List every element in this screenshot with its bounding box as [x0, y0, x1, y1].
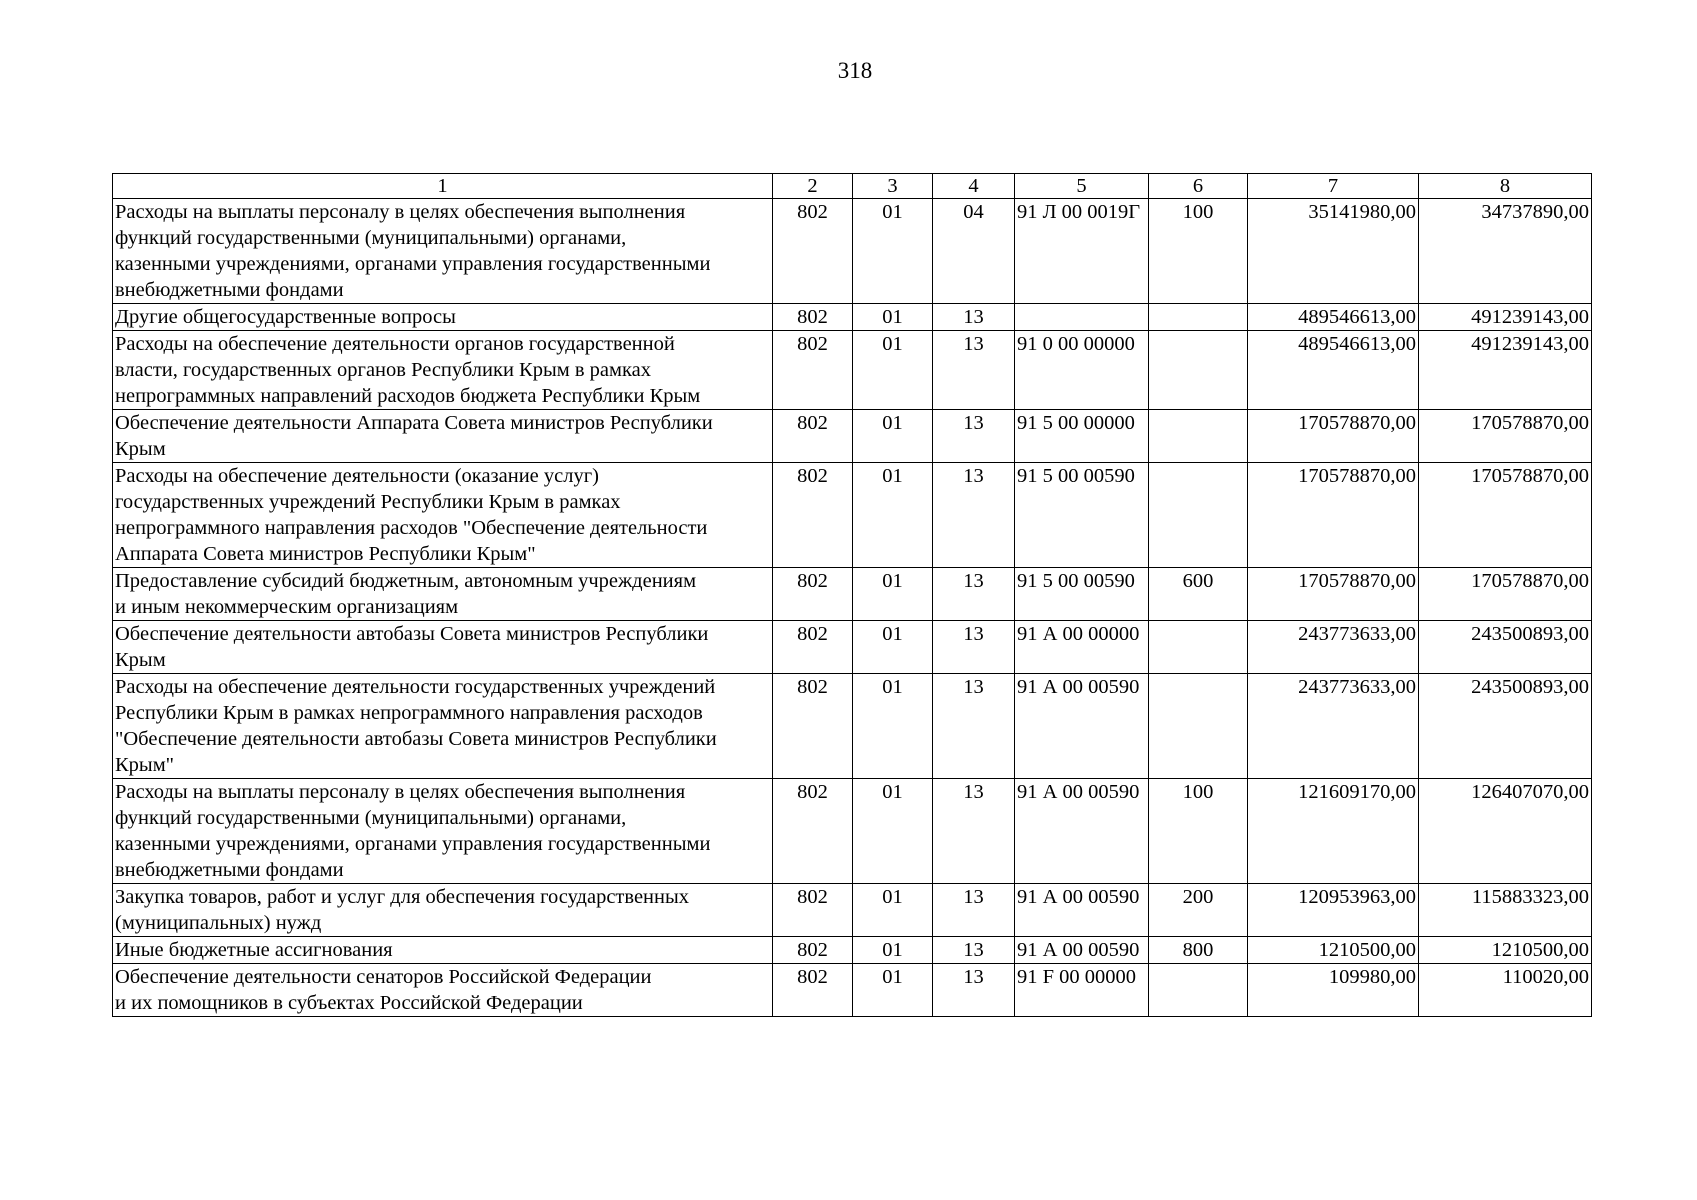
- department-code-cell: 802: [773, 779, 853, 884]
- target-article-cell: 91 5 00 00000: [1015, 410, 1149, 463]
- table-row: [113, 199, 1592, 304]
- column-header: 4: [933, 174, 1015, 199]
- amount-year1-cell: 170578870,00: [1248, 410, 1419, 463]
- expense-name-cell: Закупка товаров, работ и услуг для обеспечения государственных (муниципальных) нужд: [113, 884, 773, 937]
- expense-name-cell: Расходы на выплаты персоналу в целях обеспечения выполнения функций государственными (муниципальными) органами, казенными учреждениями, органами управления государственными внебюджетными фондами: [113, 199, 773, 304]
- amount-year1-cell: 1210500,00: [1248, 937, 1419, 964]
- expense-name-cell: Расходы на обеспечение деятельности (оказание услуг) государственных учреждений Республики Крым в рамках непрограммного направления расходов "Обеспечение деятельности Аппарата Совета министров Республики Крым": [113, 463, 773, 568]
- expense-name-cell: Обеспечение деятельности Аппарата Совета министров Республики Крым: [113, 410, 773, 463]
- section-code-cell: 01: [853, 568, 933, 621]
- expense-type-cell: 800: [1149, 937, 1248, 964]
- target-article-cell: 91 5 00 00590: [1015, 568, 1149, 621]
- department-code-cell: 802: [773, 304, 853, 331]
- subsection-code-cell: 13: [933, 674, 1015, 779]
- expense-name-cell: Расходы на выплаты персоналу в целях обеспечения выполнения функций государственными (муниципальными) органами, казенными учреждениями, органами управления государственными внебюджетными фондами: [113, 779, 773, 884]
- section-code-cell: 01: [853, 674, 933, 779]
- column-header: 5: [1015, 174, 1149, 199]
- amount-year2-cell: 115883323,00: [1419, 884, 1592, 937]
- expense-name-cell: Иные бюджетные ассигнования: [113, 937, 773, 964]
- expense-name-cell: Другие общегосударственные вопросы: [113, 304, 773, 331]
- department-code-cell: 802: [773, 621, 853, 674]
- page-number: 318: [837, 58, 873, 83]
- section-code-cell: 01: [853, 199, 933, 304]
- amount-year1-cell: 35141980,00: [1248, 199, 1419, 304]
- expense-type-cell: [1149, 304, 1248, 331]
- expense-type-cell: [1149, 674, 1248, 779]
- subsection-code-cell: 13: [933, 410, 1015, 463]
- subsection-code-cell: 13: [933, 621, 1015, 674]
- department-code-cell: 802: [773, 964, 853, 1017]
- table-row: [113, 964, 1592, 1017]
- amount-year1-cell: 489546613,00: [1248, 331, 1419, 410]
- subsection-code-cell: 13: [933, 884, 1015, 937]
- section-code-cell: 01: [853, 304, 933, 331]
- expense-name-cell: Расходы на обеспечение деятельности органов государственной власти, государственных органов Республики Крым в рамках непрограммных направлений расходов бюджета Республики Крым: [113, 331, 773, 410]
- expense-type-cell: [1149, 964, 1248, 1017]
- department-code-cell: 802: [773, 884, 853, 937]
- column-header: 1: [113, 174, 773, 199]
- section-code-cell: 01: [853, 884, 933, 937]
- table-row: [113, 410, 1592, 463]
- expense-name-cell: Обеспечение деятельности сенаторов Российской Федерации и их помощников в субъектах Российской Федерации: [113, 964, 773, 1017]
- expense-type-cell: [1149, 331, 1248, 410]
- target-article-cell: 91 А 00 00590: [1015, 779, 1149, 884]
- expense-type-cell: [1149, 463, 1248, 568]
- section-code-cell: 01: [853, 463, 933, 568]
- amount-year2-cell: 1210500,00: [1419, 937, 1592, 964]
- department-code-cell: 802: [773, 410, 853, 463]
- target-article-cell: 91 А 00 00590: [1015, 937, 1149, 964]
- amount-year1-cell: 109980,00: [1248, 964, 1419, 1017]
- column-header: 7: [1248, 174, 1419, 199]
- amount-year1-cell: 121609170,00: [1248, 779, 1419, 884]
- subsection-code-cell: 13: [933, 331, 1015, 410]
- table-row: [113, 937, 1592, 964]
- expense-name-cell: Предоставление субсидий бюджетным, автономным учреждениям и иным некоммерческим организациям: [113, 568, 773, 621]
- amount-year1-cell: 243773633,00: [1248, 674, 1419, 779]
- subsection-code-cell: 13: [933, 304, 1015, 331]
- table-row: [113, 674, 1592, 779]
- column-header: 8: [1419, 174, 1592, 199]
- target-article-cell: 91 0 00 00000: [1015, 331, 1149, 410]
- table-row: [113, 884, 1592, 937]
- table-row: [113, 779, 1592, 884]
- subsection-code-cell: 13: [933, 779, 1015, 884]
- expense-type-cell: [1149, 621, 1248, 674]
- subsection-code-cell: 13: [933, 964, 1015, 1017]
- table-row: [113, 463, 1592, 568]
- department-code-cell: 802: [773, 568, 853, 621]
- amount-year2-cell: 170578870,00: [1419, 568, 1592, 621]
- expense-type-cell: 200: [1149, 884, 1248, 937]
- department-code-cell: 802: [773, 331, 853, 410]
- amount-year1-cell: 243773633,00: [1248, 621, 1419, 674]
- amount-year2-cell: 491239143,00: [1419, 331, 1592, 410]
- section-code-cell: 01: [853, 779, 933, 884]
- amount-year2-cell: 243500893,00: [1419, 621, 1592, 674]
- table-row: [113, 568, 1592, 621]
- amount-year1-cell: 170578870,00: [1248, 463, 1419, 568]
- subsection-code-cell: 04: [933, 199, 1015, 304]
- amount-year2-cell: 126407070,00: [1419, 779, 1592, 884]
- amount-year1-cell: 170578870,00: [1248, 568, 1419, 621]
- target-article-cell: 91 А 00 00000: [1015, 621, 1149, 674]
- header-row: [113, 174, 1592, 199]
- table-row: [113, 621, 1592, 674]
- target-article-cell: 91 Л 00 0019Г: [1015, 199, 1149, 304]
- budget-table: [112, 173, 1592, 1017]
- amount-year2-cell: 34737890,00: [1419, 199, 1592, 304]
- section-code-cell: 01: [853, 410, 933, 463]
- amount-year2-cell: 491239143,00: [1419, 304, 1592, 331]
- section-code-cell: 01: [853, 621, 933, 674]
- expense-name-cell: Обеспечение деятельности автобазы Совета министров Республики Крым: [113, 621, 773, 674]
- target-article-cell: 91 5 00 00590: [1015, 463, 1149, 568]
- table-row: [113, 304, 1592, 331]
- column-header: 2: [773, 174, 853, 199]
- target-article-cell: 91 А 00 00590: [1015, 674, 1149, 779]
- expense-type-cell: 100: [1149, 199, 1248, 304]
- department-code-cell: 802: [773, 674, 853, 779]
- amount-year1-cell: 489546613,00: [1248, 304, 1419, 331]
- section-code-cell: 01: [853, 331, 933, 410]
- department-code-cell: 802: [773, 937, 853, 964]
- subsection-code-cell: 13: [933, 568, 1015, 621]
- column-header: 6: [1149, 174, 1248, 199]
- amount-year2-cell: 110020,00: [1419, 964, 1592, 1017]
- amount-year2-cell: 170578870,00: [1419, 463, 1592, 568]
- section-code-cell: 01: [853, 937, 933, 964]
- expense-name-cell: Расходы на обеспечение деятельности государственных учреждений Республики Крым в рамках непрограммного направления расходов "Обеспечение деятельности автобазы Совета министров Республики Крым": [113, 674, 773, 779]
- amount-year1-cell: 120953963,00: [1248, 884, 1419, 937]
- expense-type-cell: 100: [1149, 779, 1248, 884]
- target-article-cell: [1015, 304, 1149, 331]
- section-code-cell: 01: [853, 964, 933, 1017]
- target-article-cell: 91 А 00 00590: [1015, 884, 1149, 937]
- subsection-code-cell: 13: [933, 937, 1015, 964]
- expense-type-cell: [1149, 410, 1248, 463]
- department-code-cell: 802: [773, 463, 853, 568]
- target-article-cell: 91 F 00 00000: [1015, 964, 1149, 1017]
- department-code-cell: 802: [773, 199, 853, 304]
- amount-year2-cell: 243500893,00: [1419, 674, 1592, 779]
- expense-type-cell: 600: [1149, 568, 1248, 621]
- table-row: [113, 331, 1592, 410]
- subsection-code-cell: 13: [933, 463, 1015, 568]
- amount-year2-cell: 170578870,00: [1419, 410, 1592, 463]
- column-header: 3: [853, 174, 933, 199]
